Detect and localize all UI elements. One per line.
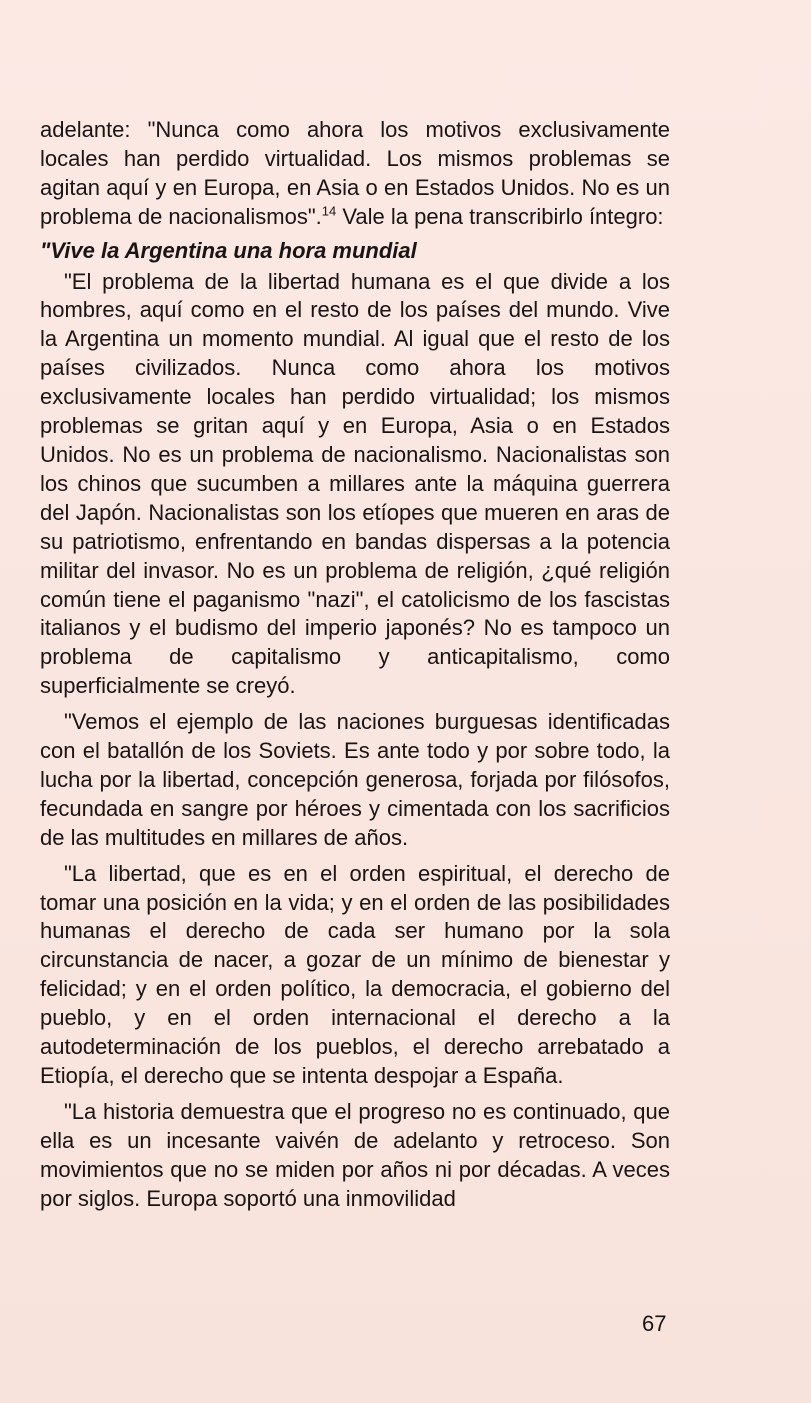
paragraph-3: "Vemos el ejemplo de las naciones burguesas identificadas con el batallón de los Soviets. Es ante todo y por sobre todo, la lucha por la libertad, concepción generosa, forjada por filósofos, fecundada en sangre por héroes y cimentada con los sacrificios de las multitudes en millares de años. <box>40 709 670 850</box>
paragraph-4: "La libertad, que es en el orden espiritual, el derecho de tomar una posición en la vida; y en el orden de las posibilidades humanas el derecho de cada ser humano por la sola circunstancia de nacer, a gozar de un mínimo de bienestar y felicidad; y en el orden político, la democracia, el gobierno del pueblo, y en el orden internacional el derecho a la autodeterminación de los pueblos, el derecho arrebatado a Etiopía, el derecho que se intenta despojar a España. <box>40 860 670 1088</box>
body-text <box>40 116 670 1214</box>
paragraph-1-text: adelante: "Nunca como ahora los motivos exclusivamente locales han perdido virtualidad. Los mismos problemas se agitan aquí y en Europa, en Asia o en Estados Unidos. No es un problema de nacionalismos". <box>40 117 670 229</box>
paragraph-1 <box>40 116 670 232</box>
paragraph-5: "La historia demuestra que el progreso no es continuado, que ella es un incesante vaivén de adelanto y retroceso. Son movimientos que no se miden por años ni por décadas. A veces por siglos. Europa soportó una inmovilidad <box>40 1098 670 1211</box>
footnote-marker: 14 <box>321 203 337 219</box>
paragraph-2: "El problema de la libertad humana es el que divide a los hombres, aquí como en el resto de los países del mundo. Vive la Argentina un momento mundial. Al igual que el resto de los países civilizados. Nunca como ahora los motivos exclusivamente locales han perdido virtualidad; los mismos problemas se gritan aquí y en Europa, Asia o en Estados Unidos. No es un problema de nacionalismo. Nacionalistas son los chinos que sucumben a millares ante la máquina guerrera del Japón. Nacionalistas son los etíopes que mueren en aras de su patriotismo, enfrentando en bandas dispersas a la potencia militar del invasor. No es un problema de religión, ¿qué religión común tiene el paganismo "nazi", el catolicismo de los fascistas italianos y el budismo del imperio japonés? No es tampoco un problema de capitalismo y anticapitalismo, como superficialmente se creyó. <box>40 268 670 699</box>
paragraph-1-tail: Vale la pena transcribirlo íntegro: <box>336 203 664 229</box>
page-number: 67 <box>642 1311 667 1336</box>
quoted-heading: "Vive la Argentina una hora mundial <box>40 237 417 263</box>
